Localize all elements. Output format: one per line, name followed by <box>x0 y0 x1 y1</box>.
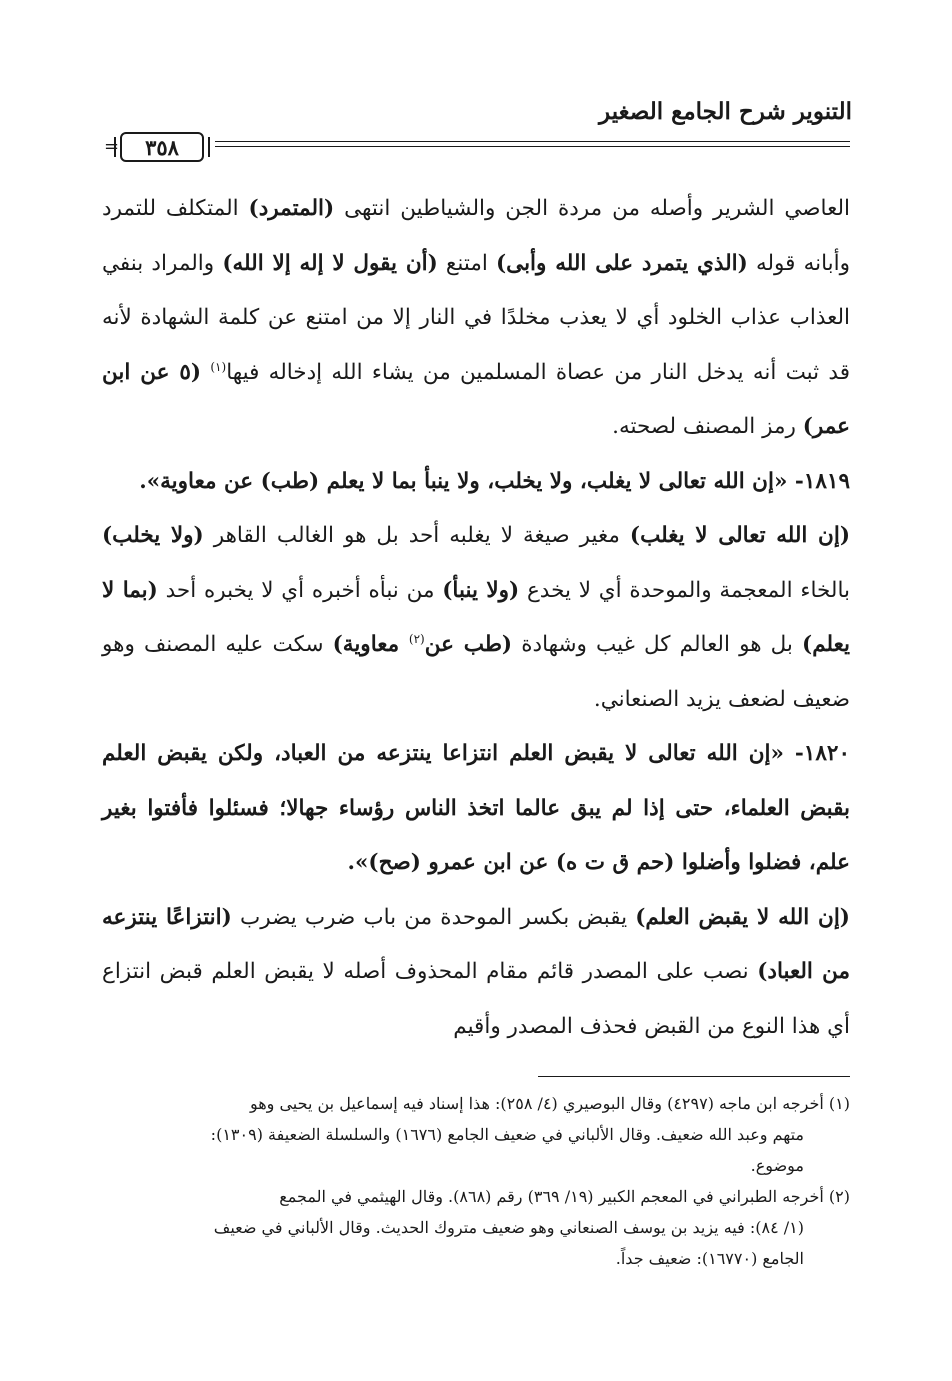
bold-lemma: (بما لا يعلم) <box>102 577 851 657</box>
bold-lemma: (إن الله تعالى لا يغلب) <box>629 523 850 548</box>
bold-lemma: معاوية) <box>332 632 409 657</box>
bold-lemma: (أن يقول لا إله إلا الله) <box>222 250 438 276</box>
bold-lemma: (انتزاعًا ينتزعه من العباد) <box>102 904 850 984</box>
page-number: ٣٥٨ <box>145 134 179 160</box>
footnote-separator <box>538 1076 850 1077</box>
bold-lemma: (ولا ينبأ) <box>442 577 520 603</box>
commentary-paragraph-1 <box>102 182 850 455</box>
header-rule-bottom <box>215 146 850 147</box>
header-ornament: = <box>104 136 120 157</box>
bold-lemma: (الذي يتمرد على الله وأبى) <box>495 250 748 276</box>
commentary-text: من نبأه أخبره أي لا يخبره أحد <box>157 577 443 603</box>
commentary-text: بالخاء المعجمة والموحدة أي لا يخدع <box>519 577 850 603</box>
running-header-title: التنوير شرح الجامع الصغير <box>599 98 852 125</box>
footnotes <box>102 1088 850 1274</box>
footnote-2-line-2: (١/ ٨٤): فيه يزيد بن يوسف الصنعاني وهو ضعيف متروك الحديث. وقال الألباني في ضعيف <box>213 1218 804 1237</box>
page-number-box <box>120 132 204 162</box>
bold-lemma: (٥ عن ابن عمر) <box>102 359 850 439</box>
hadith-1819: ١٨١٩- «إن الله تعالى لا يغلب، ولا يخلب، ولا ينبأ بما لا يعلم (طب) عن معاوية». <box>139 468 850 494</box>
commentary-text: العاصي الشرير وأصله من مردة الجن والشياطين انتهى <box>334 196 850 221</box>
commentary-text: المتكلف للتمرد وأبانه قوله <box>102 196 850 276</box>
commentary-text: نصب على المصدر قائم مقام المحذوف أصله لا يقبض العلم قبض انتزاع أي هذا النوع من القبض فحذف المصدر وأقيم <box>102 959 850 1039</box>
header-rule-top <box>215 141 850 142</box>
footnote-1-line-2: متهم وعبد الله ضعيف. وقال الألباني في ضعيف الجامع (١٦٧٦) والسلسلة الضعيفة (١٣٠٩): <box>210 1125 804 1144</box>
commentary-text <box>201 360 210 385</box>
footnote-2-line-3: الجامع (١٦٧٧٠): ضعيف جداً. <box>615 1249 804 1268</box>
commentary-text: سكت عليه المصنف وهو ضعيف لضعف يزيد الصنعاني. <box>102 632 850 712</box>
commentary-text: يقبض بكسر الموحدة من باب ضرب يضرب <box>231 904 636 930</box>
commentary-text: بل هو العالم كل غيب وشهادة <box>512 632 803 657</box>
commentary-text: امتنع <box>437 250 496 276</box>
bold-lemma: (ولا يخلب) <box>102 523 204 548</box>
footnote-1-line-1: (١) أخرجه ابن ماجه (٤٢٩٧) وقال البوصيري (٤/ ٢٥٨): هذا إسناد فيه إسماعيل بن يحيى وهو <box>249 1094 850 1113</box>
bold-lemma: (المتمرد) <box>248 196 335 221</box>
bold-lemma: (طب عن <box>424 632 513 657</box>
commentary-text: والمراد بنفي العذاب عذاب الخلود أي لا يعذب مخلدًا في النار إلا من امتنع عن كلمة الشهادة لأنه قد ثبت أنه يدخل النار من عصاة المسلمين من يشاء الله إدخاله فيها <box>102 250 850 385</box>
commentary-text: مغير صيغة لا يغلبه أحد بل هو الغالب القاهر <box>203 523 630 548</box>
commentary-paragraph-2 <box>102 509 850 727</box>
bold-lemma: (إن الله لا يقبض العلم) <box>635 904 850 930</box>
commentary-paragraph-3 <box>102 891 850 1055</box>
main-text <box>102 182 850 1054</box>
hadith-1820: ١٨٢٠- «إن الله تعالى لا يقبض العلم انتزاعا ينتزعه من العباد، ولكن يقبض العلم بقبض العلماء، حتى إذا لم يبق عالما اتخذ الناس رؤساء جهالا؛ فسئلوا فأفتوا بغير علم، فضلوا وأضلوا (حم ق ت ه) عن ابن عمرو (صح)». <box>102 741 850 875</box>
commentary-text: رمز المصنف لصحته. <box>612 414 803 439</box>
footnote-ref: (١) <box>210 359 227 374</box>
footnote-ref: (٢) <box>408 631 425 646</box>
footnote-1-line-3: موضوع. <box>750 1156 804 1175</box>
footnote-2-line-1: (٢) أخرجه الطبراني في المعجم الكبير (١٩/ ٣٦٩) رقم (٨٦٨). وقال الهيثمي في المجمع <box>279 1187 850 1206</box>
